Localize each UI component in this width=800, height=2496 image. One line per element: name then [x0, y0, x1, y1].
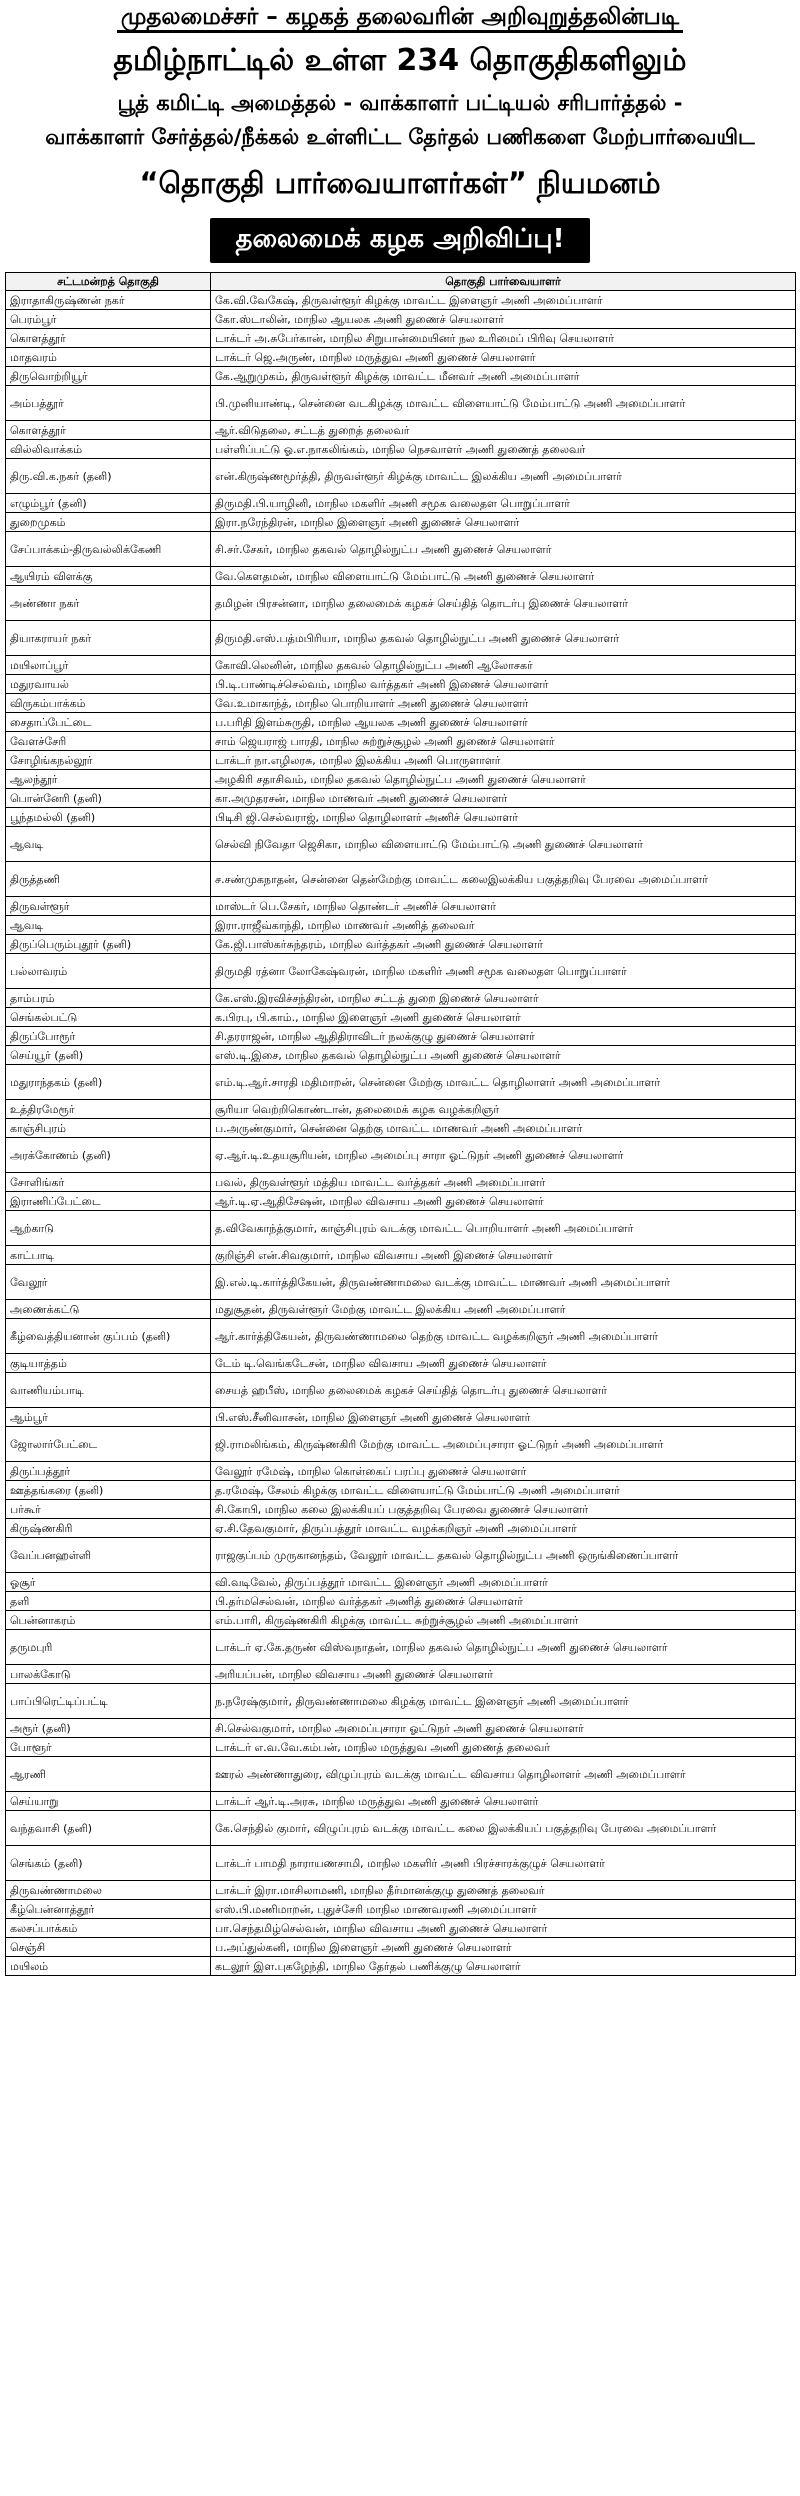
- table-row: [6, 1119, 796, 1138]
- observer-cell: டாக்டர் பாமதி நாராயணசாமி, மாநில மகளிர் அணி பிரச்சாரக்குழுச் செயலாளர்: [211, 1846, 796, 1881]
- observer-cell: கா.அமுதரசன், மாநில மாணவர் அணி துணைச் செயலாளர்: [211, 789, 796, 808]
- observer-cell: எஸ்.டி.இசை, மாநில தகவல் தொழில்நுட்ப அணி துணைச் செயலாளர்: [211, 1046, 796, 1065]
- table-row: [6, 1592, 796, 1611]
- table-row: [6, 1538, 796, 1573]
- constituency-cell: கீழ்பென்னாத்தூர்: [6, 1900, 211, 1919]
- table-row: [6, 1792, 796, 1811]
- table-row: [6, 440, 796, 459]
- constituency-cell: செய்யூர் (தனி): [6, 1046, 211, 1065]
- observer-cell: கே.செந்தில் குமார், விழுப்புரம் வடக்கு மாவட்ட கலை இலக்கியப் பகுத்தறிவு பேரவை அமைப்பாளர்: [211, 1811, 796, 1846]
- table-row: [6, 808, 796, 827]
- observer-cell: டாக்டர் நா.எழிலரசு, மாநில இலக்கிய அணி பொருளாளர்: [211, 751, 796, 770]
- constituency-cell: போளூர்: [6, 1738, 211, 1757]
- observer-cell: சி.தரராஜன், மாநில ஆதிதிராவிடர் நலக்குழு துணைச் செயலாளர்: [211, 1027, 796, 1046]
- constituency-cell: கிருஷ்ணகிரி: [6, 1519, 211, 1538]
- constituency-cell: ஆவடி: [6, 827, 211, 862]
- constituency-cell: வேலூர்: [6, 1265, 211, 1300]
- table-row: [6, 532, 796, 567]
- table-row: [6, 291, 796, 310]
- constituency-cell: ஊத்தங்கரை (தனி): [6, 1481, 211, 1500]
- observer-cell: டாக்டர் எ.வ.வே.கம்பன், மாநில மருத்துவ அணி துணைத் தலைவர்: [211, 1738, 796, 1757]
- constituency-cell: காஞ்சிபுரம்: [6, 1119, 211, 1138]
- observer-cell: ப.அப்துல்கனி, மாநில இளைஞர் அணி துணைச் செயலாளர்: [211, 1938, 796, 1957]
- observer-cell: ஆர்.விடுதலை, சட்டத் துறைத் தலைவர்: [211, 421, 796, 440]
- constituency-cell: பாலக்கோடு: [6, 1665, 211, 1684]
- table-row: [6, 513, 796, 532]
- constituency-cell: பூந்தமல்லி (தனி): [6, 808, 211, 827]
- observer-cell: ராஜகுப்பம் முருகானந்தம், வேலூர் மாவட்ட தகவல் தொழில்நுட்ப அணி ஒருங்கிணைப்பாளர்: [211, 1538, 796, 1573]
- table-row: [6, 348, 796, 367]
- constituency-cell: திருவள்ளூர்: [6, 897, 211, 916]
- table-row: [6, 675, 796, 694]
- observer-cell: பிடிசி ஜி.செல்வராஜ், மாநில தொழிலாளர் அணிச் செயலாளர்: [211, 808, 796, 827]
- constituency-cell: அரக்கோணம் (தனி): [6, 1138, 211, 1173]
- observer-cell: சி.கோபி, மாநில கலை இலக்கியப் பகுத்தறிவு பேரவை துணைச் செயலாளர்: [211, 1500, 796, 1519]
- constituency-cell: ஆலந்தூர்: [6, 770, 211, 789]
- observer-cell: வேலூர் ரமேஷ், மாநில கொள்கைப் பரப்பு துணைச் செயலாளர்: [211, 1462, 796, 1481]
- table-row: [6, 1354, 796, 1373]
- observer-cell: ந.நரேஷ்குமார், திருவண்ணாமலை கிழக்கு மாவட்ட இளைஞர் அணி அமைப்பாளர்: [211, 1684, 796, 1719]
- observer-cell: டாக்டர் இரா.மாசிலாமணி, மாநில தீர்மானக்குழு துணைத் தலைவர்: [211, 1881, 796, 1900]
- constituency-cell: பாப்பிரெட்டிப்பட்டி: [6, 1684, 211, 1719]
- observer-cell: ப.பரிதி இளம்சுருதி, மாநில ஆயலக அணி துணைச் செயலாளர்: [211, 713, 796, 732]
- constituency-cell: இராதாகிருஷ்ணன் நகர்: [6, 291, 211, 310]
- constituency-cell: பென்னாகரம்: [6, 1611, 211, 1630]
- observer-cell: வே.கௌதமன், மாநில விளையாட்டு மேம்பாட்டு அணி துணைச் செயலாளர்: [211, 567, 796, 586]
- observer-cell: டேம் டி.வெங்கடேசன், மாநில விவசாய அணி துணைச் செயலாளர்: [211, 1354, 796, 1373]
- table-row: [6, 789, 796, 808]
- constituency-cell: சேப்பாக்கம்-திருவல்லிக்கேணி: [6, 532, 211, 567]
- observer-cell: கே.வி.வேகேஷ், திருவள்ளூர் கிழக்கு மாவட்ட இளைஞர் அணி அமைப்பாளர்: [211, 291, 796, 310]
- table-row: [6, 1881, 796, 1900]
- table-row: [6, 1481, 796, 1500]
- constituency-cell: துறைமுகம்: [6, 513, 211, 532]
- observer-cell: த.ரமேஷ், சேலம் கிழக்கு மாவட்ட விளையாட்டு மேம்பாட்டு அணி அமைப்பாளர்: [211, 1481, 796, 1500]
- table-row: [6, 1265, 796, 1300]
- observer-cell: இரா.ராஜீவ்காந்தி, மாநில மாணவர் அணித் தலைவர்: [211, 916, 796, 935]
- table-row: [6, 1573, 796, 1592]
- observer-cell: ப.அருண்குமார், சென்னை தெற்கு மாவட்ட மாணவர் அணி அமைப்பாளர்: [211, 1119, 796, 1138]
- table-row: [6, 1427, 796, 1462]
- table-row: [6, 1611, 796, 1630]
- table-row: [6, 459, 796, 494]
- table-row: [6, 732, 796, 751]
- constituency-cell: குடியாத்தம்: [6, 1354, 211, 1373]
- constituency-cell: மயிலம்: [6, 1957, 211, 1976]
- constituency-cell: ஆயிரம் விளக்கு: [6, 567, 211, 586]
- observer-cell: டாக்டர் அ.சுபேர்கான், மாநில சிறுபான்மையினர் நல உரிமைப் பிரிவு செயலாளர்: [211, 329, 796, 348]
- constituency-cell: ஆம்பூர்: [6, 1408, 211, 1427]
- constituency-cell: உத்திரமேரூர்: [6, 1100, 211, 1119]
- constituency-cell: கொளத்தூர்: [6, 329, 211, 348]
- constituency-cell: சோழிங்கநல்லூர்: [6, 751, 211, 770]
- observer-cell: என்.கிருஷ்ணமூர்த்தி, திருவள்ளூர் கிழக்கு மாவட்ட இலக்கிய அணி அமைப்பாளர்: [211, 459, 796, 494]
- table-row: [6, 954, 796, 989]
- observer-cell: மதுசூதன், திருவள்ளூர் மேற்கு மாவட்ட இலக்கிய அணி அமைப்பாளர்: [211, 1300, 796, 1319]
- announcement-banner: தலைமைக் கழக அறிவிப்பு!: [210, 218, 591, 263]
- observer-cell: எம்.டி.ஆர்.சாரதி மதிமாறன், சென்னை மேற்கு மாவட்ட தொழிலாளர் அணி அமைப்பாளர்: [211, 1065, 796, 1100]
- table-row: [6, 989, 796, 1008]
- table-row: [6, 935, 796, 954]
- constituency-cell: பெரம்பூர்: [6, 310, 211, 329]
- table-row: [6, 1811, 796, 1846]
- constituency-cell: ஆவடி: [6, 916, 211, 935]
- constituency-cell: விருகம்பாக்கம்: [6, 694, 211, 713]
- table-row: [6, 1008, 796, 1027]
- table-row: [6, 1719, 796, 1738]
- table-row: [6, 1211, 796, 1246]
- table-row: [6, 1938, 796, 1957]
- observer-cell: பள்ளிப்பட்டு ஓ.எ.நாகலிங்கம், மாநில நெசவாளர் அணி துணைத் தலைவர்: [211, 440, 796, 459]
- table-row: [6, 1919, 796, 1938]
- observer-cell: கே.ஆறுமுகம், திருவள்ளூர் கிழக்கு மாவட்ட மீனவர் அணி அமைப்பாளர்: [211, 367, 796, 386]
- observer-cell: அரியப்பன், மாநில விவசாய அணி துணைச் செயலாளர்: [211, 1665, 796, 1684]
- observer-cell: க.பிரபு, பி.காம்., மாநில இளைஞர் அணி துணைச் செயலாளர்: [211, 1008, 796, 1027]
- constituency-cell: மாதவரம்: [6, 348, 211, 367]
- constituency-cell: திருத்தணி: [6, 862, 211, 897]
- observer-cell: மாஸ்டர் பெ.சேகர், மாநில தொண்டர் அணிச் செயலாளர்: [211, 897, 796, 916]
- constituency-cell: மயிலாப்பூர்: [6, 656, 211, 675]
- observer-cell: கே.ஜி.பாஸ்கர்சுந்தரம், மாநில வர்த்தகர் அணி துணைச் செயலாளர்: [211, 935, 796, 954]
- table-row: [6, 862, 796, 897]
- observer-cell: ஆர்.கார்த்திகேயன், திருவண்ணாமலை தெற்கு மாவட்ட வழக்கறிஞர் அணி அமைப்பாளர்: [211, 1319, 796, 1354]
- observer-cell: த.விவேகாந்த்குமார், காஞ்சிபுரம் வடக்கு மாவட்ட பொறியாளர் அணி அமைப்பாளர்: [211, 1211, 796, 1246]
- table-row: [6, 1027, 796, 1046]
- observer-cell: பா.செந்தமிழ்செல்வன், மாநில விவசாய அணி துணைச் செயலாளர்: [211, 1919, 796, 1938]
- observer-cell: எம்.பாரி, கிருஷ்ணகிரி கிழக்கு மாவட்ட சுற்றுச்சூழல் அணி அமைப்பாளர்: [211, 1611, 796, 1630]
- table-row: [6, 770, 796, 789]
- table-row: [6, 1100, 796, 1119]
- table-row: [6, 621, 796, 656]
- table-row: [6, 567, 796, 586]
- table-row: [6, 1192, 796, 1211]
- table-row: [6, 1757, 796, 1792]
- observer-cell: ஏ.ஆர்.டி.உதயசூரியன், மாநில அமைப்பு சாரா ஓட்டுநர் அணி துணைச் செயலாளர்: [211, 1138, 796, 1173]
- headline-3: வாக்காளர் சேர்த்தல்/நீக்கல் உள்ளிட்ட தேர்தல் பணிகளை மேற்பார்வையிட: [45, 125, 755, 149]
- table-header-row: [6, 273, 796, 291]
- constituency-cell: பர்கூர்: [6, 1500, 211, 1519]
- table-row: [6, 1900, 796, 1919]
- observer-cell: ஊரல் அண்ணாதுரை, விழுப்புரம் வடக்கு மாவட்ட விவசாய தொழிலாளர் அணி அமைப்பாளர்: [211, 1757, 796, 1792]
- observer-cell: சையத் ஹபீஸ், மாநில தலைமைக் கழகச் செய்தித் தொடர்பு துணைச் செயலாளர்: [211, 1373, 796, 1408]
- observer-cell: சூரியா வெற்றிகொண்டான், தலைமைக் கழக வழக்கறிஞர்: [211, 1100, 796, 1119]
- observer-cell: பி.எஸ்.சீனிவாசன், மாநில இளைஞர் அணி துணைச் செயலாளர்: [211, 1408, 796, 1427]
- observer-cell: திருமதி ரத்னா லோகேஷ்வரன், மாநில மகளிர் அணி சமூக வலைதள பொறுப்பாளர்: [211, 954, 796, 989]
- table-row: [6, 1138, 796, 1173]
- constituency-cell: செங்கம் (தனி): [6, 1846, 211, 1881]
- table-row: [6, 1519, 796, 1538]
- constituency-cell: வேளச்சேரி: [6, 732, 211, 751]
- top-line: முதலமைச்சர் – கழகத் தலைவரின் அறிவுறுத்தலின்படி: [0, 0, 800, 36]
- observer-cell: வி.வடிவேல், திருப்பத்தூர் மாவட்ட இளைஞர் அணி அமைப்பாளர்: [211, 1573, 796, 1592]
- constituency-cell: வேப்பனஹள்ளி: [6, 1538, 211, 1573]
- constituency-cell: கொளத்தூர்: [6, 421, 211, 440]
- table-row: [6, 1957, 796, 1976]
- observer-cell: தமிழன் பிரசன்னா, மாநில தலைமைக் கழகச் செய்தித் தொடர்பு இணைச் செயலாளர்: [211, 586, 796, 621]
- constituency-cell: எழும்பூர் (தனி): [6, 494, 211, 513]
- observer-cell: ஜி.ராமலிங்கம், கிருஷ்ணகிரி மேற்கு மாவட்ட அமைப்புசாரா ஓட்டுநர் அணி அமைப்பாளர்: [211, 1427, 796, 1462]
- constituency-cell: ஆரணி: [6, 1757, 211, 1792]
- observer-cell: குறிஞ்சி என்.சிவகுமார், மாநில விவசாய அணி இணைச் செயலாளர்: [211, 1246, 796, 1265]
- table-row: [6, 1300, 796, 1319]
- table-row: [6, 1500, 796, 1519]
- column-header-constituency: சட்டமன்றத் தொகுதி: [6, 273, 211, 291]
- table-row: [6, 751, 796, 770]
- observer-cell: டாக்டர் ஜெ.அருண், மாநில மருத்துவ அணி துணைச் செயலாளர்: [211, 348, 796, 367]
- table-row: [6, 494, 796, 513]
- observer-cell: அழகிரி சதாசிவம், மாநில தகவல் தொழில்நுட்ப அணி துணைச் செயலாளர்: [211, 770, 796, 789]
- observer-cell: பி.தர்மசெல்வன், மாநில வர்த்தகர் அணித் துணைச் செயலாளர்: [211, 1592, 796, 1611]
- observer-cell: இ.எல்.டி.கார்த்திகேயன், திருவண்ணாமலை வடக்கு மாவட்ட மாணவர் அணி அமைப்பாளர்: [211, 1265, 796, 1300]
- observer-cell: கோ.ஸ்டாலின், மாநில ஆயலக அணி துணைச் செயலாளர்: [211, 310, 796, 329]
- constituency-cell: ஜோலார்பேட்டை: [6, 1427, 211, 1462]
- headline-2: பூத் கமிட்டி அமைத்தல் - வாக்காளர் பட்டியல் சரிபார்த்தல் -: [117, 91, 683, 115]
- table-row: [6, 1408, 796, 1427]
- observer-cell: பி.முனியாண்டி, சென்னை வடகிழக்கு மாவட்ட விளையாட்டு மேம்பாட்டு அணி அமைப்பாளர்: [211, 386, 796, 421]
- constituency-cell: திருவொற்றியூர்: [6, 367, 211, 386]
- table-row: [6, 1846, 796, 1881]
- table-row: [6, 329, 796, 348]
- table-row: [6, 1246, 796, 1265]
- table-row: [6, 1173, 796, 1192]
- constituency-cell: கலசப்பாக்கம்: [6, 1919, 211, 1938]
- table-row: [6, 1684, 796, 1719]
- headline-1: தமிழ்நாட்டில் உள்ள 234 தொகுதிகளிலும்: [113, 43, 687, 78]
- observer-cell: பி.டி.பாண்டிச்செல்வம், மாநில வர்த்தகர் அணி இணைச் செயலாளர்: [211, 675, 796, 694]
- table-row: [6, 1373, 796, 1408]
- table-row: [6, 916, 796, 935]
- observer-cell: ஆர்.டி.ஏ.ஆதிசேஷன், மாநில விவசாய அணி துணைச் செயலாளர்: [211, 1192, 796, 1211]
- constituency-cell: அரூர் (தனி): [6, 1719, 211, 1738]
- constituency-cell: செய்யாறு: [6, 1792, 211, 1811]
- observer-cell: டாக்டர் ஏ.கே.தருண் விஸ்வநாதன், மாநில தகவல் தொழில்நுட்ப அணி துணைச் செயலாளர்: [211, 1630, 796, 1665]
- constituency-cell: தளி: [6, 1592, 211, 1611]
- table-row: [6, 367, 796, 386]
- constituency-cell: ஓசூர்: [6, 1573, 211, 1592]
- constituency-cell: திருவண்ணாமலை: [6, 1881, 211, 1900]
- constituency-cell: அம்பத்தூர்: [6, 386, 211, 421]
- constituency-cell: தருமபுரி: [6, 1630, 211, 1665]
- constituency-cell: தியாகராயர் நகர்: [6, 621, 211, 656]
- table-row: [6, 656, 796, 675]
- constituency-cell: அண்ணா நகர்: [6, 586, 211, 621]
- constituency-cell: பொன்னேரி (தனி): [6, 789, 211, 808]
- observer-cell: இரா.நரேந்திரன், மாநில இளைஞர் அணி துணைச் செயலாளர்: [211, 513, 796, 532]
- observer-cell: கே.எஸ்.இரவிச்சந்திரன், மாநில சட்டத் துறை இணைச் செயலாளர்: [211, 989, 796, 1008]
- table-row: [6, 386, 796, 421]
- constituency-cell: மதுரவாயல்: [6, 675, 211, 694]
- constituency-cell: இராணிப்பேட்டை: [6, 1192, 211, 1211]
- observer-cell: திருமதி.பி.யாழினி, மாநில மகளிர் அணி சமூக வலைதள பொறுப்பாளர்: [211, 494, 796, 513]
- observer-cell: வே.உமாகாந்த், மாநில பொறியாளர் அணி துணைச் செயலாளர்: [211, 694, 796, 713]
- constituency-cell: பல்லாவரம்: [6, 954, 211, 989]
- observer-cell: கோவி.லெனின், மாநில தகவல் தொழில்நுட்ப அணி ஆலோசகர்: [211, 656, 796, 675]
- constituency-cell: அணைக்கட்டு: [6, 1300, 211, 1319]
- constituency-cell: திருப்பத்தூர்: [6, 1462, 211, 1481]
- observer-cell: சி.சர்.சேகர், மாநில தகவல் தொழில்நுட்ப அணி துணைச் செயலாளர்: [211, 532, 796, 567]
- constituency-cell: திருப்போரூர்: [6, 1027, 211, 1046]
- table-row: [6, 897, 796, 916]
- table-row: [6, 1665, 796, 1684]
- constituency-cell: செங்கல்பட்டு: [6, 1008, 211, 1027]
- table-row: [6, 1046, 796, 1065]
- observer-table: [5, 272, 796, 1976]
- constituency-cell: மதுராந்தகம் (தனி): [6, 1065, 211, 1100]
- observer-cell: சாம் ஜெயராஜ் பாரதி, மாநில சுற்றுச்சூழல் அணி துணைச் செயலாளர்: [211, 732, 796, 751]
- table-row: [6, 421, 796, 440]
- table-row: [6, 310, 796, 329]
- constituency-cell: வில்லிவாக்கம்: [6, 440, 211, 459]
- observer-cell: டாக்டர் ஆர்.டி.அரசு, மாநில மருத்துவ அணி துணைச் செயலாளர்: [211, 1792, 796, 1811]
- observer-cell: சி.செல்வகுமார், மாநில அமைப்புசாரா ஓட்டுநர் அணி துணைச் செயலாளர்: [211, 1719, 796, 1738]
- constituency-cell: சைதாப்பேட்டை: [6, 713, 211, 732]
- constituency-cell: திருப்பெரும்புதூர் (தனி): [6, 935, 211, 954]
- table-row: [6, 713, 796, 732]
- observer-cell: ஏ.சி.தேவகுமார், திருப்பத்தூர் மாவட்ட வழக்கறிஞர் அணி அமைப்பாளர்: [211, 1519, 796, 1538]
- observer-cell: ச.சண்முகநாதன், சென்னை தென்மேற்கு மாவட்ட கலைஇலக்கிய பகுத்தறிவு பேரவை அமைப்பாளர்: [211, 862, 796, 897]
- observer-cell: திருமதி.எஸ்.பத்மபிரியா, மாநில தகவல் தொழில்நுட்ப அணி துணைச் செயலாளர்: [211, 621, 796, 656]
- table-row: [6, 586, 796, 621]
- observer-cell: பவல், திருவள்ளூர் மத்திய மாவட்ட வர்த்தகர் அணி அமைப்பாளர்: [211, 1173, 796, 1192]
- table-row: [6, 827, 796, 862]
- constituency-cell: வந்தவாசி (தனி): [6, 1811, 211, 1846]
- constituency-cell: காட்பாடி: [6, 1246, 211, 1265]
- table-row: [6, 1065, 796, 1100]
- table-row: [6, 1738, 796, 1757]
- constituency-cell: கீழ்வைத்தியனான் குப்பம் (தனி): [6, 1319, 211, 1354]
- constituency-cell: தாம்பரம்: [6, 989, 211, 1008]
- table-row: [6, 1462, 796, 1481]
- constituency-cell: ஆற்காடு: [6, 1211, 211, 1246]
- constituency-cell: வாணியம்பாடி: [6, 1373, 211, 1408]
- column-header-observer: தொகுதி பார்வையாளர்: [211, 273, 796, 291]
- constituency-cell: திரு.வி.க.நகர் (தனி): [6, 459, 211, 494]
- constituency-cell: செஞ்சி: [6, 1938, 211, 1957]
- observer-cell: செல்வி நிவேதா ஜெசிகா, மாநில விளையாட்டு மேம்பாட்டு அணி துணைச் செயலாளர்: [211, 827, 796, 862]
- headline-4: “தொகுதி பார்வையாளர்கள்” நியமனம்: [139, 166, 661, 200]
- observer-cell: எஸ்.பி.மணிமாறன், புதுச்சேரி மாநில மாணவரணி அமைப்பாளர்: [211, 1900, 796, 1919]
- constituency-cell: சோளிங்கர்: [6, 1173, 211, 1192]
- table-row: [6, 1630, 796, 1665]
- table-row: [6, 694, 796, 713]
- table-row: [6, 1319, 796, 1354]
- observer-cell: கடலூர் இள.புகழேந்தி, மாநில தேர்தல் பணிக்குழு செயலாளர்: [211, 1957, 796, 1976]
